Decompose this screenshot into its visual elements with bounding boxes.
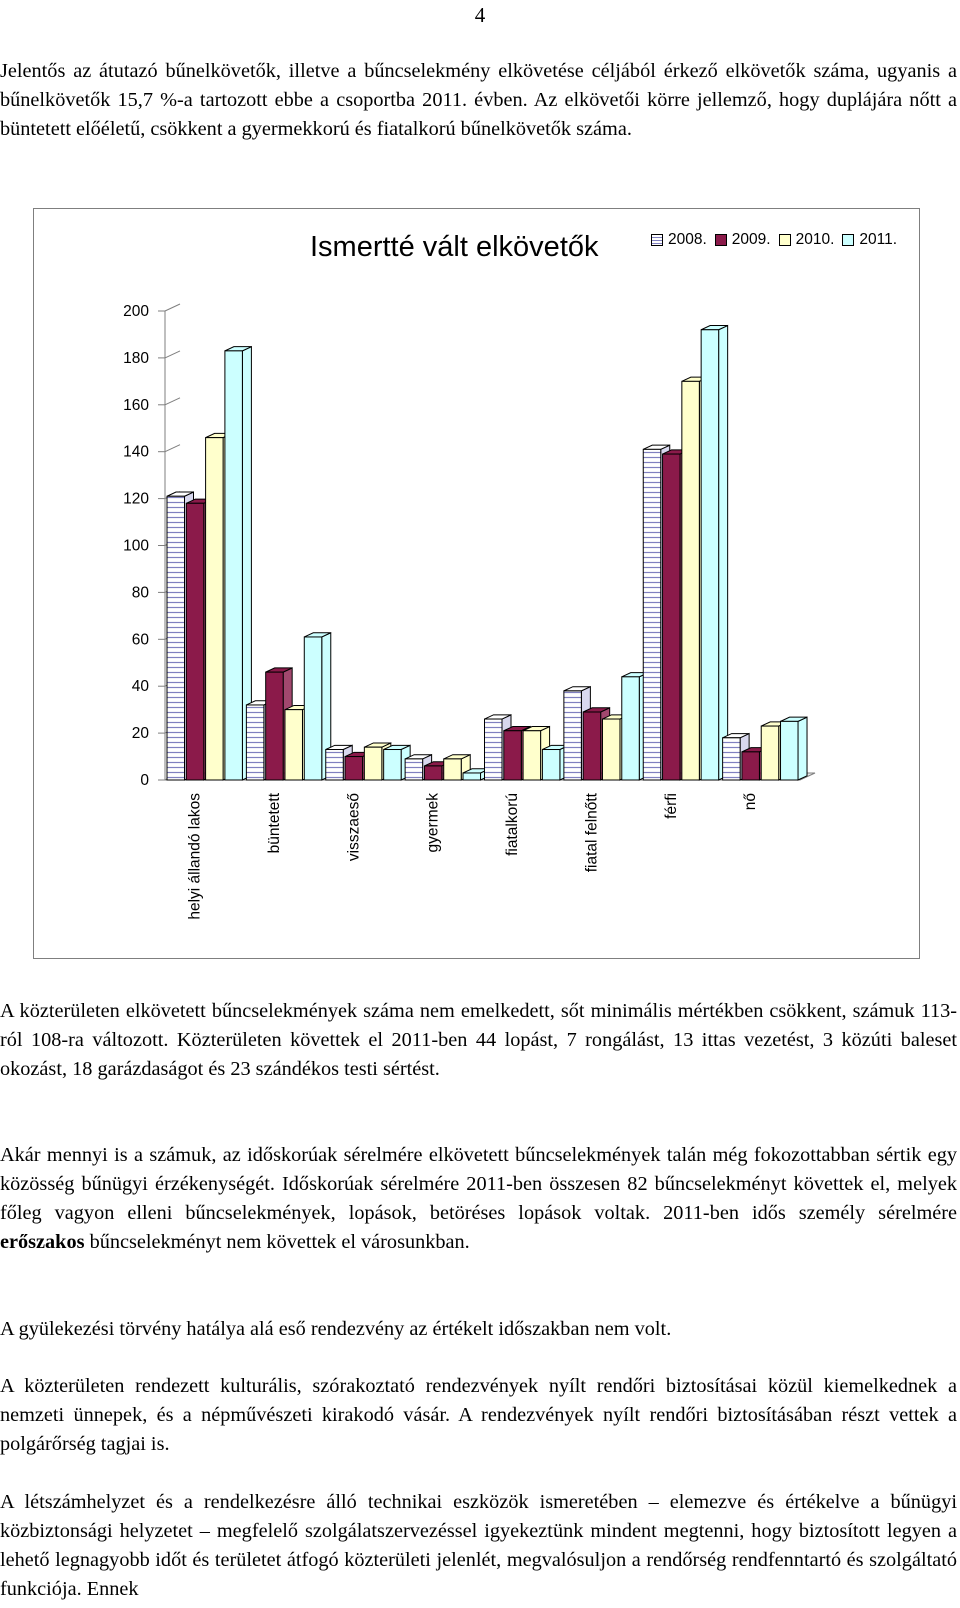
bar-front: [304, 637, 322, 780]
bar-front: [523, 731, 541, 780]
x-category-label: fiatal felnőtt: [583, 793, 601, 873]
bar-side: [798, 717, 807, 780]
y-tick-depth: [165, 398, 180, 405]
bar-front: [405, 759, 423, 780]
paragraph-assembly-law: A gyülekezési törvény hatálya alá eső rendezvény az értékelt időszakban nem volt.: [0, 1318, 672, 1340]
legend-label-2010: 2010.: [795, 231, 835, 248]
bar-front: [583, 712, 601, 780]
page-number: 4: [474, 3, 486, 27]
y-tick-label: 200: [123, 303, 149, 320]
y-tick-label: 160: [123, 396, 149, 414]
x-category-label: helyi állandó lakos: [186, 793, 204, 920]
bar-front: [564, 691, 582, 780]
bar-front: [206, 438, 224, 780]
paragraph-public-space-crimes: A közterületen elkövetett bűncselekmények száma nem emelkedett, sőt minimális mértékben csökkent, számuk 113-ról 108-ra változott. Közterületen követtek el 2011-ben 44 lopást, 7 rongálást, 13 ittas vezetést, 3 közúti baleset okozást, 18 garázdaságot és 23 szándékos testi sértést.: [0, 1000, 957, 1080]
bar-front: [504, 731, 522, 780]
bar-side: [719, 326, 728, 780]
x-category-label: büntetett: [265, 793, 283, 854]
paragraph-elderly-text: Akár mennyi is a számuk, az időskorúak sérelmére elkövetett bűncselekmények talán még fokozottabban sértik egy közösség bűnügyi érzékenységét. Időskorúak sérelmére 2011-ben összesen 82 bűncselekményt követtek el, melyek főleg vagyon elleni bűncselekmények, lopások, betöréses lopások voltak. 2011-ben idős személy sérelmére: [0, 1144, 957, 1224]
bar-2011-6: [701, 326, 728, 780]
bar-front: [384, 750, 402, 780]
paragraph-staffing: A létszámhelyzet és a rendelkezésre álló technikai eszközök ismeretében – elemezve és értékelve a bűnügyi közbiztonsági helyzetet – megfelelő szolgálatszervezéssel igyekeztünk mindent megtenni, hogy biztosított legyen a lehető legnagyobb időt és területet átfogó közterületi jelenlét, megvalósuljon a rendőrség rendfenntartó és szolgáltató funkciója. Ennek: [0, 1491, 957, 1600]
bar-2011-7: [781, 717, 808, 780]
bar-front: [663, 454, 681, 780]
y-tick-label: 60: [131, 631, 149, 649]
y-tick-label: 40: [131, 678, 149, 696]
legend-label-2008: 2008.: [668, 231, 707, 248]
bar-front: [246, 705, 264, 780]
bar-front: [622, 677, 640, 780]
x-category-label: visszaeső: [345, 793, 363, 862]
bar-front: [225, 351, 243, 780]
bar-front: [186, 503, 204, 780]
bar-front: [781, 721, 799, 780]
bar-front: [326, 750, 344, 780]
bar-front: [167, 496, 185, 780]
bar-front: [485, 719, 503, 780]
bar-front: [761, 726, 779, 780]
y-tick-label: 80: [131, 584, 149, 602]
y-tick-label: 0: [140, 772, 149, 789]
bar-front: [345, 757, 363, 780]
paragraph-elderly-end: bűncselekményt nem követtek el városunkban.: [89, 1231, 470, 1253]
chart-title: Ismertté vált elkövetők: [310, 231, 599, 263]
y-tick-label: 100: [123, 537, 149, 555]
y-tick-depth: [165, 445, 180, 452]
y-tick-label: 140: [123, 443, 149, 461]
bar-front: [742, 752, 760, 780]
bar-front: [701, 330, 719, 780]
paragraph-elderly-bold: erőszakos: [0, 1231, 85, 1253]
x-category-label: nő: [742, 793, 760, 811]
bar-front: [682, 381, 700, 780]
y-tick-label: 20: [131, 725, 149, 743]
y-tick-depth: [165, 304, 180, 311]
bar-front: [723, 738, 741, 780]
y-tick-label: 120: [123, 490, 149, 508]
y-tick-depth: [165, 351, 180, 358]
bar-front: [602, 719, 620, 780]
legend-label-2009: 2009.: [731, 231, 771, 248]
bar-front: [463, 773, 481, 780]
bar-front: [542, 750, 560, 780]
y-tick-label: 180: [123, 349, 149, 367]
legend-label-2011: 2011.: [859, 231, 898, 248]
bar-front: [364, 747, 382, 780]
paragraph-events-security: A közterületen rendezett kulturális, szórakoztató rendezvények nyílt rendőri biztosításai közül kiemelkednek a nemzeti ünnepek, és a népművészeti kirakodó vásár. A rendezvények nyílt rendőri biztosításában részt vettek a polgárőrség tagjai is.: [0, 1375, 957, 1455]
bar-front: [424, 766, 442, 780]
x-category-label: gyermek: [424, 793, 442, 853]
bar-front: [266, 672, 284, 780]
paragraph-elderly-victims: [0, 1141, 957, 1257]
x-category-label: férfi: [662, 793, 680, 819]
bar-front: [285, 710, 303, 780]
x-category-label: fiatalkorú: [504, 793, 522, 856]
bar-front: [444, 759, 462, 780]
paragraph-perpetrators-intro: Jelentős az átutazó bűnelkövetők, illetve a bűncselekmény elkövetése céljából érkező elkövetők száma, ugyanis a bűnelkövetők 15,7 %-a tartozott ebbe a csoportba 2011. évben. Az elkövetői körre jellemző, hogy duplájára nőtt a büntetett előéletű, csökkent a gyermekkorú és fiatalkorú bűnelkövetők száma.: [0, 60, 957, 140]
bar-front: [643, 449, 661, 780]
